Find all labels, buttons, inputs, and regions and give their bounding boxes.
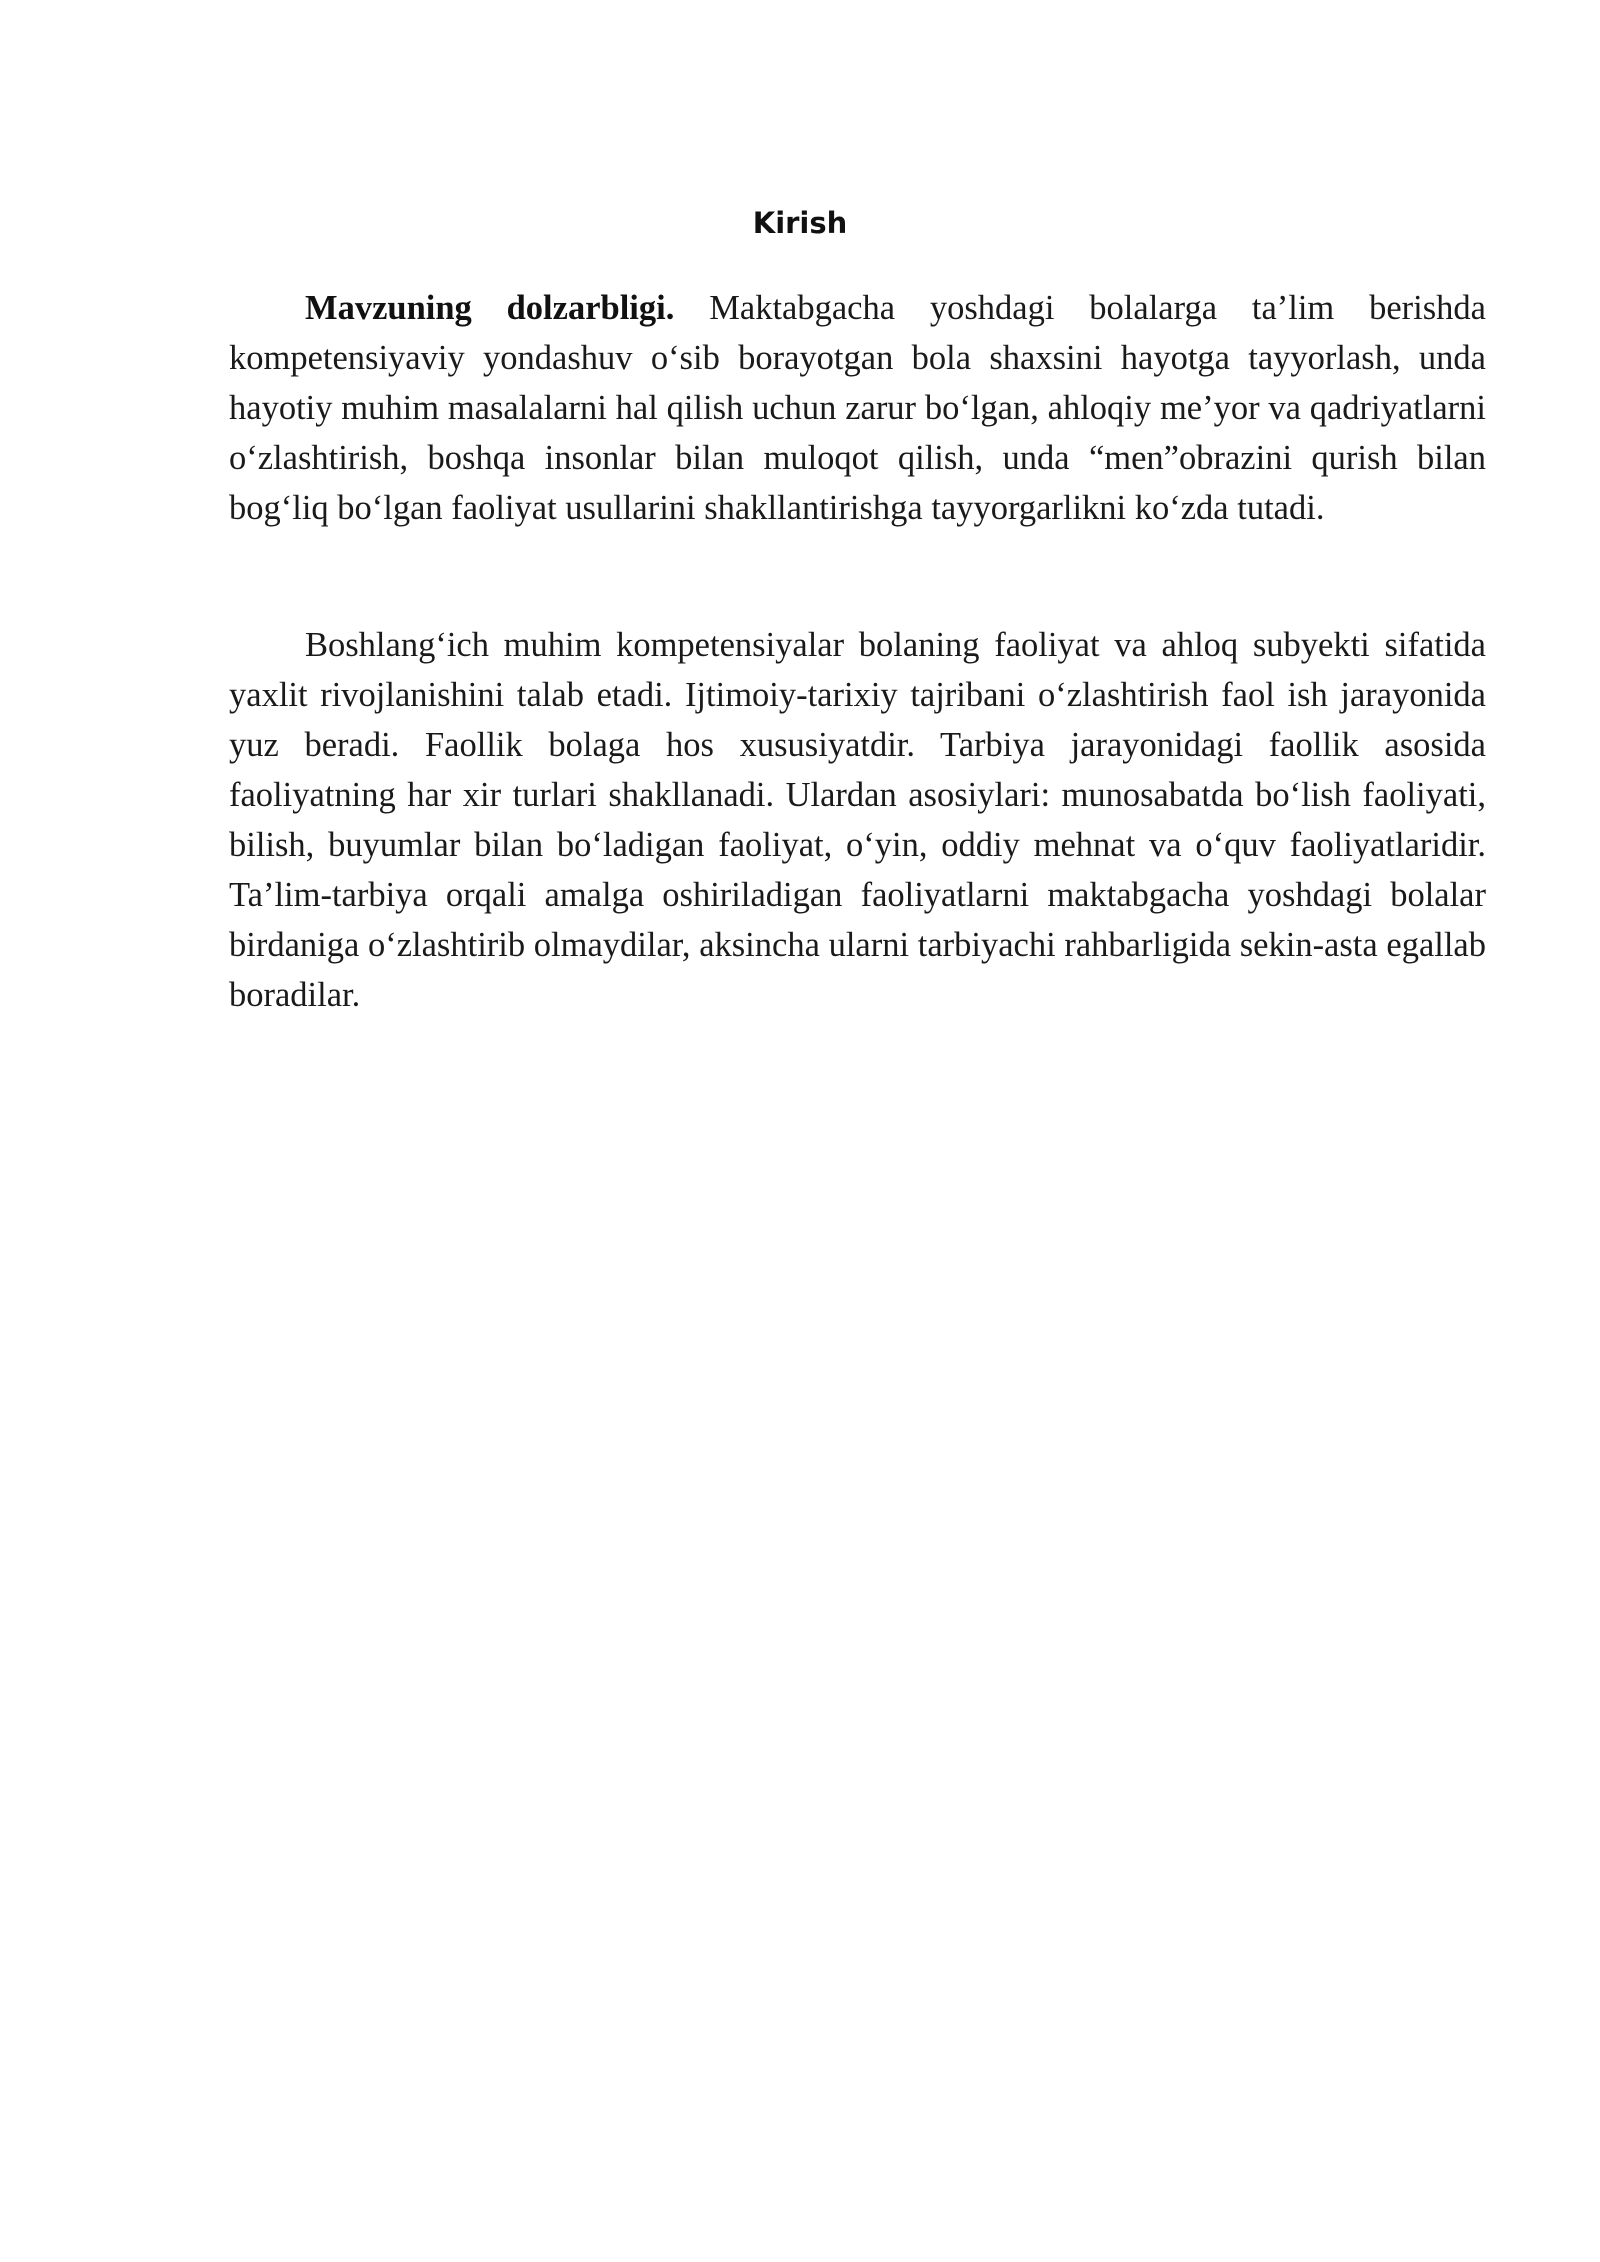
paragraph-competencies [229,620,1486,1020]
page-title: Kirish [752,206,848,240]
paragraph-relevance [229,283,1486,533]
paragraph-text: Maktabgacha yoshdagi bolalarga ta’lim berishda kompetensiyaviy yondashuv o‘sib borayotgan bola shaxsini hayotga tayyorlash, unda hayotiy muhim masalalarni hal qilish uchun zarur bo‘lgan, ahloqiy me’yor va qadriyatlarni o‘zlashtirish, boshqa insonlar bilan muloqot qilish, unda “men”obrazini qurish bilan bog‘liq bo‘lgan faoliyat usullarini shakllantirishga tayyorgarlikni ko‘zda tutadi. [229,289,1486,527]
paragraph-text: Boshlang‘ich muhim kompetensiyalar bolaning faoliyat va ahloq subyekti sifatida yaxlit rivojlanishini talab etadi. Ijtimoiy-tarixiy tajribani o‘zlashtirish faol ish jarayonida yuz beradi. Faollik bolaga hos xususiyatdir. Tarbiya jarayonidagi faollik asosida faoliyatning har xir turlari shakllanadi. Ulardan asosiylari: munosabatda bo‘lish faoliyati, bilish, buyumlar bilan bo‘ladigan faoliyat, o‘yin, oddiy mehnat va o‘quv faoliyatlaridir. Ta’lim-tarbiya orqali amalga oshiriladigan faoliyatlarni maktabgacha yoshdagi bolalar birdaniga o‘zlashtirib olmaydilar, aksincha ularni tarbiyachi rahbarligida sekin-asta egallab boradilar. [229,626,1486,1014]
paragraph-lead-heading: Mavzuning dolzarbligi. [305,289,675,327]
